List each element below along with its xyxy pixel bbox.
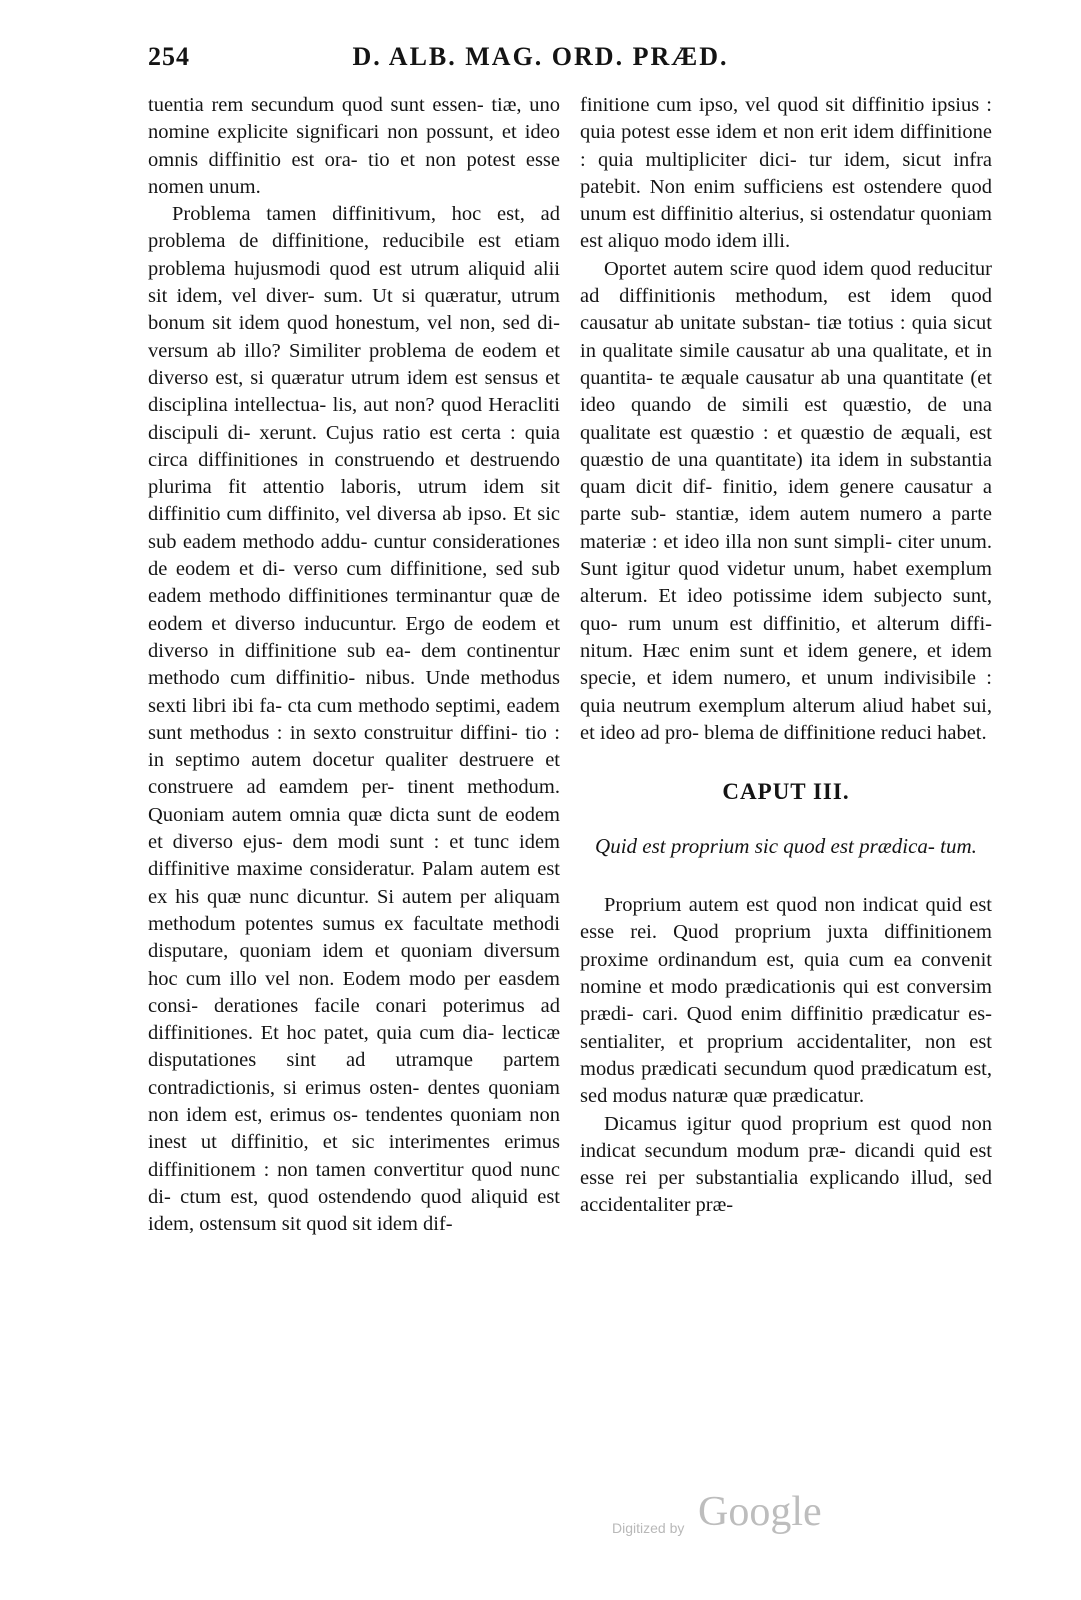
chapter-subtitle: Quid est proprium sic quod est prædica- tum.: [595, 834, 977, 859]
digitized-label: Digitized by: [612, 1520, 685, 1536]
paragraph: Dicamus igitur quod proprium est quod non indicat secundum modum præ- dicandi quid est esse rei per substantialia explicando illud, sed accidentaliter præ-: [580, 1112, 992, 1217]
page-number: 254: [148, 42, 190, 71]
paragraph: Proprium autem est quod non indicat quid est esse rei. Quod proprium juxta diffinitionem proxime ordinandum est, quia cum ea convenit nomine et modo prædicationis qui est conversim prædi- cari. Quod enim diffinitio prædicatur es- sentialiter, et proprium accidentaliter, non est modus prædicati secundum quod prædicatum est, sed modus naturæ quæ prædicatur.: [580, 894, 992, 1108]
paragraph: Oportet autem scire quod idem quod reducitur ad diffinitionis methodum, est idem quod causatur ab unitate substan- tiæ totius : quia sicut in qualitate simile causatur ab una qualitate, et in quantita- te æquale causatur ab una quantitate (et ideo quando de simili est quæstio, de una qualitate est quæstio : et quæstio de æquali, est quæstio de una quantitate) ita idem in substantia quam dicit dif- finitio, idem genere causatur a parte sub- stantiæ, idem autem numero a parte materiæ : et ideo illa non sunt simpli- citer unum. Sunt igitur quod videtur unum, habet exemplum alterum. Et ideo potissime idem subjecto sunt, quo- rum unum est diffinitio, et alterum diffi- nitum. Hæc enim sunt et idem genere, et idem specie, et idem numero, et unum indivisibile : quia neutrum exemplum alterum aliud habet sui, et ideo ad pro- blema de diffinitione reduci habet.: [580, 257, 992, 744]
right-column: [580, 92, 992, 1220]
chapter-heading: CAPUT III.: [722, 779, 850, 805]
google-logo: Google: [698, 1489, 822, 1535]
left-column: [148, 92, 560, 1238]
digitization-watermark: [612, 1488, 912, 1548]
paragraph: tuentia rem secundum quod sunt essen- tiæ, uno nomine explicite significari non possunt, et ideo omnis diffinitio est ora- tio et non potest esse nomen unum.: [148, 94, 560, 198]
paragraph: Problema tamen diffinitivum, hoc est, ad problema de diffinitione, reducibile est etiam problema hujusmodi quod est utrum aliquid alii sit idem, vel diver- sum. Ut si quæratur, utrum bonum sit idem quod honestum, vel non, sed di- versum ab illo? Similiter problema de eodem et diverso est, si quæratur utrum idem est sensus et disciplina intellectua- lis, aut non? quod Heracliti discipuli di- xerunt. Cujus ratio est certa : quia circa diffinitiones in construendo et destruendo plurima fit attentio laboris, utrum idem sit diffinitio cum diffinito, vel diversa ab ipso. Et sic sub eadem methodo addu- cuntur considerationes de eodem et di- verso cum diffinitione, sed sub eadem methodo diffinitiones terminantur quæ de eodem et diverso inducuntur. Ergo de eodem et diverso in diffinitione sub ea- dem continentur methodo cum diffinitio- nibus. Unde methodus sexti libri ibi fa- cta cum methodo septimi, eadem sunt methodus : in sexto construitur diffini- tio : in septimo autem docetur qualiter destruere et construere ad eamdem per- tinent methodum. Quoniam autem omnia quæ dicta sunt de eodem et diverso ejus- dem modi sunt : et tunc idem diffinitive maxime consideratur. Palam autem est ex his quæ nunc dicuntur. Si autem per aliquam methodum potentes sumus ex facultate methodi disputare, quoniam idem et quoniam diversum hoc cum illo vel non. Eodem modo per easdem consi- derationes facile conari poterimus ad diffinitiones. Et hoc patet, quia cum dia- lecticæ disputationes sint ad utramque partem contradictionis, si erimus osten- dentes quoniam non idem est, erimus os- tendentes quoniam non inest ut diffinitio, et sic interimentes erimus diffinitionem : non tamen convertitur quod nunc di- ctum est, quod ostendendo quod aliquid est idem, ostensum sit quod sit idem dif-: [148, 203, 560, 1236]
running-head: D. ALB. MAG. ORD. PRÆD.: [352, 42, 729, 71]
page-header: [0, 42, 1081, 82]
paragraph: finitione cum ipso, vel quod sit diffinitio ipsius : quia potest esse idem et non erit idem diffinitione : quia multipliciter dici- tur idem, sicut infra patebit. Non enim sufficiens est ostendere quod unum est diffinitio alterius, si ostendatur quoniam est aliquo modo idem illi.: [580, 94, 992, 253]
